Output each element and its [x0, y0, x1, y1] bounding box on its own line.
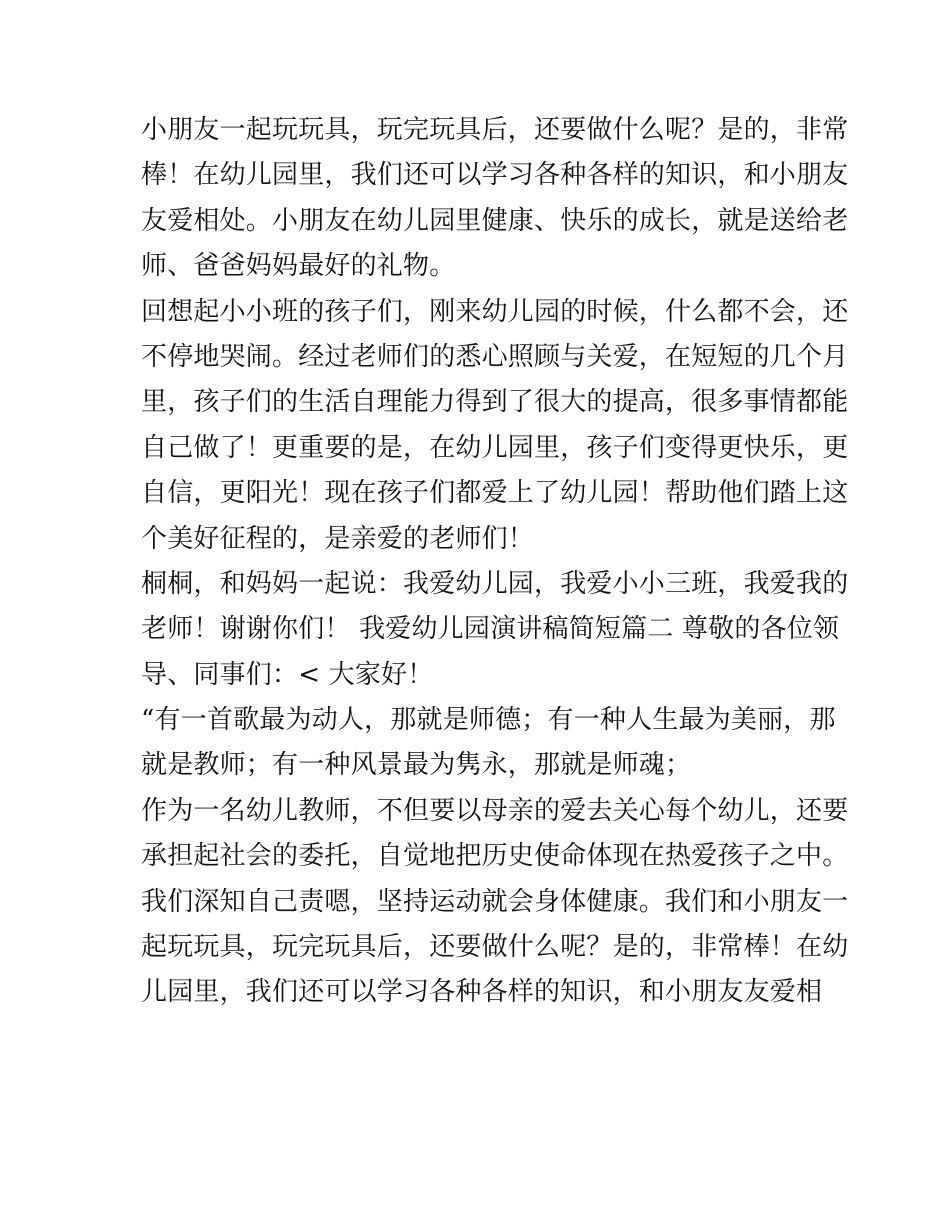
text-line: 承担起社会的委托，自觉地把历史使命体现在热爱孩子之中。 — [141, 841, 849, 872]
text-line: 回想起小小班的孩子们，刚来幼儿园的时候，什么都不会，还 — [141, 296, 849, 327]
text-line: 个美好征程的，是亲爱的老师们！ — [141, 523, 535, 554]
text-line: 小朋友一起玩玩具，玩完玩具后，还要做什么呢？是的，非常 — [141, 115, 849, 145]
text-line: 就是教师；有一种风景最为隽永，那就是师魂； — [141, 750, 692, 781]
text-line: 起玩玩具，玩完玩具后，还要做什么呢？是的，非常棒！在幼 — [141, 932, 849, 963]
text-line: 里，孩子们的生活自理能力得到了很大的提高，很多事情都能 — [141, 387, 849, 418]
text-line: 师、爸爸妈妈最好的礼物。 — [141, 251, 456, 282]
text-line: 我们深知自己责嗯，坚持运动就会身体健康。我们和小朋友一 — [141, 886, 849, 917]
text-line: 儿园里，我们还可以学习各种各样的知识，和小朋友友爱相 — [141, 977, 823, 1008]
text-line: 不停地哭闹。经过老师们的悉心照顾与关爱，在短短的几个月 — [141, 341, 849, 372]
text-line: 桐桐，和妈妈一起说：我爱幼儿园，我爱小小三班，我爱我的 — [141, 568, 849, 599]
text-line: 自己做了！更重要的是，在幼儿园里，孩子们变得更快乐，更 — [141, 432, 849, 463]
text-line: 作为一名幼儿教师，不但要以母亲的爱去关心每个幼儿，还要 — [141, 795, 849, 826]
text-line: 友爱相处。小朋友在幼儿园里健康、快乐的成长，就是送给老 — [141, 205, 849, 236]
text-line: 自信，更阳光！现在孩子们都爱上了幼儿园！帮助他们踏上这 — [141, 478, 849, 509]
text-line: 导、同事们：< 大家好！ — [141, 659, 434, 690]
text-line: 老师！谢谢你们！ 我爱幼儿园演讲稿简短篇二 尊敬的各位领 — [141, 614, 840, 645]
text-line: “有一首歌最为动人，那就是师德；有一种人生最为美丽，那 — [141, 705, 836, 736]
body-text — [141, 108, 849, 1016]
text-line: 棒！在幼儿园里，我们还可以学习各种各样的知识，和小朋友 — [141, 160, 849, 191]
